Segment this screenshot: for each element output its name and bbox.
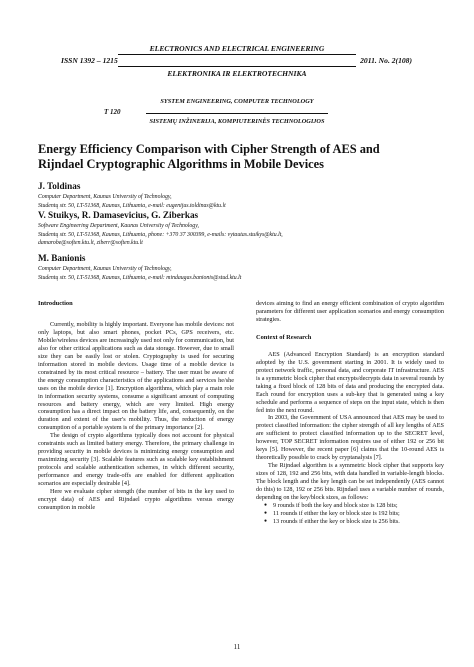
- author-names: V. Stuikys, R. Damasevicius, G. Ziberkas: [38, 210, 199, 220]
- bullet-icon: ●: [264, 518, 268, 524]
- list-item: [264, 517, 444, 526]
- page-number: 11: [233, 643, 241, 651]
- affiliation-line: Studentų str. 50, LT-51368, Kaunas, Lithuania, phone: +370 37 300399, e-mails: vytautas.stuikys@ktu.lt,: [38, 231, 283, 238]
- left-column: [38, 300, 234, 512]
- paper-title-line-1: Energy Efficiency Comparison with Cipher Strength of AES and: [38, 142, 380, 156]
- author-affiliation: [38, 265, 438, 282]
- paragraph: Currently, mobility is highly important. Everyone has mobile devices: not only laptops, but also smart phones, pocket PCs, GPS receivers, etc. Mobile/wireless devices are increasingly used not only for communication, but also for other critical applications such as data storage. However, due to small size they can be easily lost or stolen. Cryptography is used for securing information stored in mobile devices. Usage time of a mobile device is constrained by its most critical resource – battery. The user must be aware of the energy consumption characteristics of the applications and services he/she uses on the mobile device [1]. Encryption algorithms, which play a main role in information security systems, consume a significant amount of computing resources and battery energy, which are very limited. High energy consumption has a direct impact on the battery life, and, consequently, on the duration and extent of the user's mobility. Thus, the reduction of energy consumption of a portable system is of the primary importance [2].: [38, 321, 234, 432]
- affiliation-line: Computer Department, Kaunas University of Technology,: [38, 194, 172, 200]
- issn: ISSN 1392 – 1215: [61, 56, 118, 65]
- section-heading-introduction: Introduction: [38, 300, 73, 307]
- affiliation-line: damarobe@soften.ktu.lt, ziberr@soften.ktu.lt: [38, 240, 143, 247]
- list-item-text: 11 rounds if either the key or block size is 192 bits;: [273, 509, 400, 517]
- paper-title: [38, 142, 438, 172]
- paragraph: AES (Advanced Encryption Standard) is an encryption standard adopted by the U.S. government starting in 2001. It is widely used to protect network traffic, personal data, and corporate IT infrastructure. AES is a symmetric block cipher that encrypts/decrypts data in several rounds by taking a fixed block of 128 bits of data and producing the encrypted data. Each round for encryption uses a sub-key that is generated using a key schedule and performs a sequence of steps on the input state, which is then fed into the next round.: [256, 350, 444, 414]
- section-divider: [146, 113, 328, 114]
- affiliation-line: Studentų str. 50, LT-51368, Kaunas, Lithuania, e-mail: mindaugas.banionis@stud.ktu.lt: [38, 274, 242, 281]
- journal-title-lt: ELEKTRONIKA IR ELEKTROTECHNIKA: [167, 69, 307, 78]
- header-divider-top: [118, 54, 356, 55]
- affiliation-line: Software Engineering Department, Kaunas University of Technology,: [38, 223, 199, 229]
- list-item: [264, 501, 444, 510]
- journal-title-en: ELECTRONICS AND ELECTRICAL ENGINEERING: [149, 44, 325, 53]
- paragraph-continuation: devices aiming to find an energy efficient combination of crypto algorithm parameters for different user application scenarios and energy consumption strategies.: [256, 300, 444, 323]
- section-title-en: SYSTEM ENGINEERING, COMPUTER TECHNOLOGY: [160, 98, 314, 105]
- list-item-text: 13 rounds if either the key or block size is 256 bits.: [273, 517, 400, 525]
- affiliation-line: Computer Department, Kaunas University of Technology,: [38, 266, 172, 272]
- paragraph: The design of crypto algorithms typically does not account for physical constraints such as limited battery energy. Therefore, the primary challenge in providing security in mobile devices is minimizing energy consumption and maximizing security [3]. Scalable features such as scalable key establishment protocols and scalable authentication schemes, in which different security, performance and energy trade-offs are enabled for different application scenarios are especially desirable [4].: [38, 432, 234, 488]
- section-title-lt: SISTEMŲ INŽINERIJA, KOMPIUTERINĖS TECHNOLOGIJOS: [149, 118, 325, 125]
- author-affiliation: [38, 222, 438, 248]
- right-column: [256, 300, 444, 526]
- section-heading-context: Context of Research: [256, 333, 312, 341]
- paragraph: Here we evaluate cipher strength (the number of bits in the key used to encrypt data) of AES and Rijndael crypto algorithms versus energy consumption in mobile: [38, 488, 234, 511]
- rounds-list: [256, 502, 444, 526]
- author-names: M. Banionis: [38, 253, 86, 263]
- paragraph: In 2003, the Government of USA announced that AES may be used to protect classified information: the cipher strength of all key lengths of AES are sufficient to protect classified information up to the SECRET level, however, TOP SECRET information requires use of either 192 or 256 bit keys [5]. However, the recent paper [6] claims that the 10-round AES is theoretically possible to crack by cryptanalysis [7].: [256, 414, 444, 462]
- paragraph: The Rijndael algorithm is a symmetric block cipher that supports key sizes of 128, 192 and 256 bits, with data handled in variable-length blocks. The block length and the key length can be set independently (AES cannot do this) to 128, 192 or 256 bits. Rijndael uses a variable number of rounds, depending on the key/block sizes, as follows:: [256, 462, 444, 502]
- list-item: [264, 509, 444, 518]
- paper-title-line-2: Rijndael Cryptographic Algorithms in Mobile Devices: [38, 157, 325, 171]
- bullet-icon: ●: [264, 502, 268, 508]
- header-divider-bottom: [118, 66, 356, 67]
- section-code: T 120: [104, 108, 121, 116]
- author-names: J. Toldinas: [38, 181, 81, 191]
- affiliation-line: Studentų str. 50, LT-51368, Kaunas, Lithuania, e-mail: eugenijus.toldinas@ktu.lt: [38, 202, 226, 209]
- author-affiliation: [38, 193, 438, 210]
- bullet-icon: ●: [264, 510, 268, 516]
- volume-number: 2011. No. 2(108): [360, 56, 412, 65]
- list-item-text: 9 rounds if both the key and block size is 128 bits;: [273, 501, 398, 509]
